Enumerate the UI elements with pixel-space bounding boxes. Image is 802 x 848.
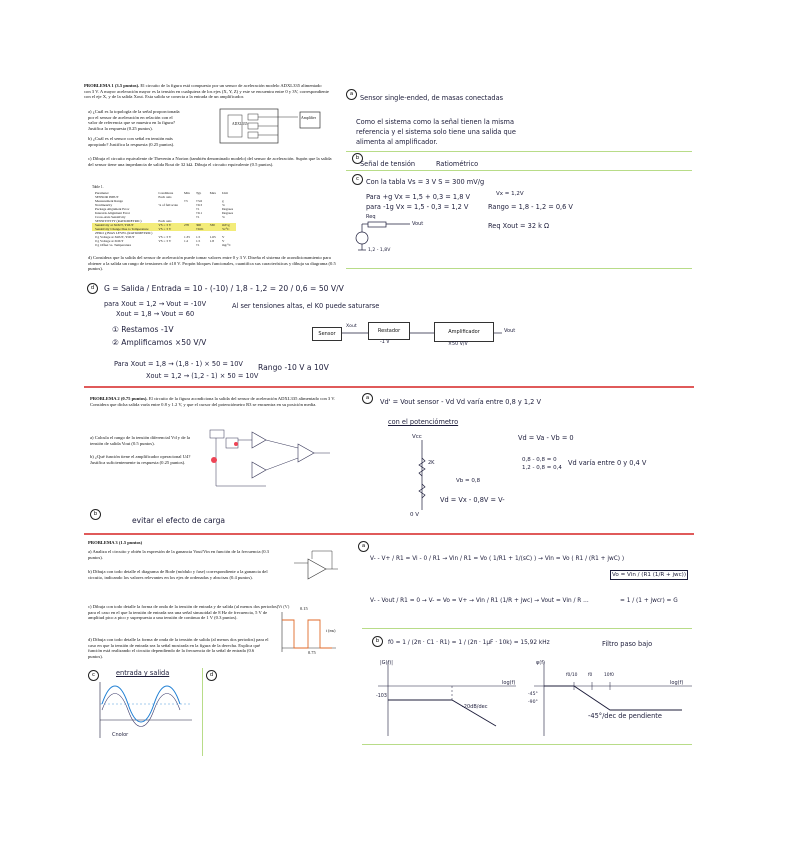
table-cell: ±1 <box>195 214 200 219</box>
table-cell: VS = 3 V <box>158 226 172 231</box>
table-cell: Degrees <box>221 210 234 215</box>
a1-c-range: 1,2 - 1,8V <box>368 248 391 253</box>
table-cell: ±1 <box>195 206 200 211</box>
p1-intro: El circuito de la figura está compuesto por un sensor de aceleración modelo ADXL335 alimentado con 3 V. A mayor aceleración mayor es la tensión en cualquiera de los ejes (X, Y, Z) y este se encuentra entre 0 y 3V, correspondiente con el eje X, y de la salida Xout. Esta salida se conecta a la entrada de un amplificador. <box>84 83 329 100</box>
a2-line1: Vd' = Vout sensor - Vd Vd varía entre 0,8 y 1,2 V <box>380 398 541 406</box>
a2-resistor-chain <box>420 440 424 510</box>
table-cell: ±1 <box>195 242 200 247</box>
a1-d-line4: Al ser tensiones altas, el K0 puede saturarse <box>232 302 380 310</box>
a2-line8: Vb = 0,8 <box>456 478 481 484</box>
a1-a-line1: Sensor single-ended, de masas conectadas <box>360 94 504 102</box>
block-amplificador: Amplificador <box>434 322 494 342</box>
section-divider <box>84 386 694 388</box>
table-cell: 1.5 <box>195 238 201 243</box>
section-divider <box>84 533 694 535</box>
a1-c-line5: Vx = 1,2V <box>496 191 524 197</box>
p3-question-a: a) Analiza el circuito y obtén la expresión de la ganancia Vout/Vin en función de la frecuencia (0.3 puntos). <box>88 549 269 560</box>
table-cell: Each axis <box>158 218 172 223</box>
p1-fig-sensor-label: ADXL335 <box>232 122 248 126</box>
a1-d-line7: Para Xout = 1,8 → (1,8 - 1) × 50 = 10V <box>114 360 243 368</box>
answer-d-marker: d <box>87 283 98 294</box>
answer3-d-marker: d <box>206 670 217 681</box>
a1-b-line1: Señal de tensión <box>360 160 416 168</box>
a3-b-phase-slope: -45°/dec de pendiente <box>588 712 662 720</box>
a2-line11: 2K <box>428 460 435 466</box>
block-vout-label: Vout <box>504 328 516 334</box>
p3-question-d: d) Dibuja con todo detalle la forma de onda de la tensión de salida (al menos dos periodos) para el caso en que la tensión de entrada sea la señal mostrada en la figura de la derecha. Explica qué función está realizando el circuito dependiendo de la frecuencia de la señal de entrada (0.6 puntos). <box>88 637 269 659</box>
a2-vcc: Vcc <box>412 434 422 440</box>
block-sensor: Sensor <box>312 327 342 341</box>
a3-b-phi: φ(f) <box>536 660 545 666</box>
table-cell: VS = 3 V <box>158 238 172 243</box>
divider <box>362 744 692 745</box>
a1-d-line3: Xout = 1,8 → Vout = 60 <box>116 310 195 318</box>
bode-magnitude-sketch <box>376 660 526 740</box>
block-diagram <box>296 318 532 358</box>
p3-c-title: entrada y salida <box>116 669 170 677</box>
answer-b-marker: b <box>352 153 363 164</box>
a3-a-line1: V- - V+ / R1 = Vi - 0 / R1 → Vin / R1 = Vo ( 1/R1 + 1/(sC) ) → Vin = Vo ( R1 / (R1 + jwC) ) <box>370 556 625 562</box>
table-cell: 1.65 <box>209 234 216 239</box>
a1-d-gain: G = Salida / Entrada = 10 - (-10) / 1,8 - 1,2 = 20 / 0,6 = 50 V/V <box>104 284 344 293</box>
a3-b-f0-10: f0/10 <box>566 673 578 678</box>
p3-opamp-figure <box>292 547 340 587</box>
table-cell: SENSITIVITY (RATIOMETRIC) <box>95 218 142 223</box>
a1-a-line3: referencia y el sistema solo tiene una salida que <box>356 128 516 136</box>
p3-fig-t: t (ms) <box>326 628 336 633</box>
table-cell <box>207 243 219 247</box>
p1-fig-amp-label: Amplifier <box>301 116 316 120</box>
a2-line2: con el potenciómetro <box>388 418 459 426</box>
p1-question-d: d) Considera que la salida del sensor de aceleración puede tomar valores entre 0 y 3 V. Diseña el sistema de acondicionamiento para obtener a la salida un rango de tensiones de ±10 V. Propón bloques funcionales, cuantifica sus características y dibuja su diagrama (0.5 puntos). <box>88 255 336 272</box>
answer-a-marker: a <box>346 89 357 100</box>
table-cell: 0 g Offset vs. Temperature <box>95 242 132 247</box>
a3-a-line2: Vo = Vin / (R1 (1/R + jwc)) <box>612 572 687 578</box>
table-cell: 0 g Voltage at XOUT, YOUT <box>95 234 135 239</box>
answer3-a-marker: a <box>358 541 369 552</box>
table-cell: 330 <box>209 222 215 227</box>
table-cell: Sensitivity at XOUT, YOUT <box>95 222 134 227</box>
table-cell: VS = 3 V <box>158 234 172 239</box>
answer-c-marker: c <box>352 174 363 185</box>
table-cell <box>155 243 181 247</box>
table-cell: ±0.3 <box>195 202 203 207</box>
table-cell: mV/g <box>221 222 230 227</box>
p2-title: PROBLEMA 2 (0.75 puntos). <box>90 396 148 401</box>
table-cell: g <box>221 198 224 203</box>
table-header: Conditions <box>158 190 174 195</box>
table-cell: Each axis <box>158 194 172 199</box>
block-restador: Restador <box>368 322 410 340</box>
a1-a-line2: Como el sistema como la señal tienen la misma <box>356 118 515 126</box>
divider <box>362 628 692 629</box>
bode-phase-sketch <box>528 660 702 740</box>
block-amplificador-sub: ×50 V/V <box>448 342 468 347</box>
p1-spec-table <box>92 185 332 247</box>
table-cell: ±3 <box>184 198 188 203</box>
a3-b-gf: |G(f)| <box>380 660 393 666</box>
a2-line5: 0,8 - 0,8 = 0 <box>522 457 557 463</box>
p2-question-a: a) Calcula el rango de la tensión diferencial Vd y de la tensión de salida Vout (0.5 puntos). <box>90 435 191 446</box>
table-cell: V <box>221 238 225 243</box>
divider <box>346 268 692 269</box>
p3-fig-vi: Vi (V) <box>278 604 290 609</box>
table-header: Typ <box>195 190 202 195</box>
a1-d-step2: ② Amplificamos ×50 V/V <box>112 338 207 347</box>
p1-title: PROBLEMA 1 (3.5 puntos). <box>84 83 140 88</box>
table-cell: Nonlinearity <box>95 202 113 207</box>
block-xout-label: Xout <box>346 324 357 329</box>
table-cell: Measurement Range <box>95 198 123 203</box>
table-cell: ZERO g BIAS LEVEL (RATIOMETRIC) <box>95 230 153 235</box>
divider <box>346 151 692 152</box>
a3-b-mag-low: -103 <box>376 694 387 699</box>
p2-intro-block <box>90 396 352 407</box>
p3-question-c: c) Dibuja con todo detalle la forma de onda de la tensión de entrada y de salida (al menos dos periodos) para el caso en el que la tensión de entrada sea una señal sinusoidal de 8 Hz de frecuencia, 5 V de amplitud pico a pico y superpuesta a una tensión de continua de 1 V (0.3 puntos). <box>88 604 279 621</box>
a3-b-line2: Filtro paso bajo <box>602 640 653 648</box>
answer3-b-marker: b <box>372 636 383 647</box>
a1-d-line9: Rango -10 V a 10V <box>258 363 329 372</box>
table-header: Parameter <box>95 190 109 195</box>
p1-question-a: a) ¿Cuál es la topología de la señal proporcionada por el sensor de aceleración en relación con el valor de referencia que se muestra en la figura? Justifica la respuesta (0.25 puntos). <box>88 109 180 131</box>
p3-fig-075: 0.75 <box>308 650 316 655</box>
a2-b-line1: evitar el efecto de carga <box>132 516 226 525</box>
table-cell: ±3.6 <box>195 198 203 203</box>
p3-fig-015: 0.15 <box>300 606 308 611</box>
table-cell: ±0.01 <box>195 226 204 231</box>
table-cell: Package Alignment Error <box>95 206 130 211</box>
table-header: Max <box>209 190 216 195</box>
a3-b-f0: f0 <box>588 673 593 678</box>
table-row <box>92 243 236 247</box>
table-cell: Cross-Axis Sensitivity <box>95 214 126 219</box>
a1-a-line4: alimenta al amplificador. <box>356 138 438 146</box>
a3-b-phase-45: -45° <box>528 692 538 697</box>
p2-circuit-figure <box>206 426 336 494</box>
block-restador-sub: -1 V <box>380 340 390 345</box>
p3-title: PROBLEMA 3 (1.5 puntos) <box>88 540 143 545</box>
table-row <box>92 223 236 227</box>
a2-line10: 0 V <box>410 512 420 518</box>
a1-c-req: Req <box>366 214 376 220</box>
a2-line4: Vd = Va - Vb = 0 <box>518 434 574 442</box>
a2-line9: Vd = Vx - 0,8V = V- <box>440 496 505 504</box>
a1-c-line3: para -1g Vx = 1,5 - 0,3 = 1,2 V <box>366 203 469 211</box>
a1-d-step1: ① Restamos -1V <box>112 325 174 334</box>
table-row <box>92 235 236 239</box>
a1-c-vout: Vout <box>412 221 424 227</box>
table-cell: 300 <box>195 222 202 227</box>
a3-b-line1: f0 = 1 / (2π · C1 · R1) = 1 / (2π · 1μF · 10k) = 15,92 kHz <box>388 640 550 646</box>
p1-sensor-figure <box>218 106 338 146</box>
a1-c-line4: Rango = 1,8 - 1,2 = 0,6 V <box>488 203 573 211</box>
table-cell: V <box>221 234 225 239</box>
table-cell: Interaxis Alignment Error <box>95 210 131 215</box>
vertical-divider <box>202 668 203 756</box>
divider <box>346 170 692 171</box>
table-cell: SENSOR INPUT <box>95 194 119 199</box>
spec-table <box>92 191 236 247</box>
a3-b-slope: -20dB/dec <box>462 704 488 710</box>
p2-question-b: b) ¿Qué función tiene el amplificador operacional U4? Justifica suficientemente tu respuesta (0.25 puntos). <box>90 454 191 465</box>
a1-d-line8: Xout = 1,2 → (1,2 - 1) × 50 = 10V <box>146 372 259 380</box>
p3-square-wave-figure <box>276 604 342 658</box>
table-cell <box>181 243 193 247</box>
table-cell: Degrees <box>221 206 234 211</box>
p3-question-b: b) Dibuja con todo detalle el diagrama de Bode (módulo y fase) correspondiente a la ganancia del circuito, indicando los valores relevantes en los ejes de ordenadas y abscisas (0.4 puntos). <box>88 569 268 580</box>
table-cell: %/°C <box>221 226 230 231</box>
table-cell: 1.2 <box>184 238 189 243</box>
table-cell: 270 <box>184 222 190 227</box>
table-cell: VS = 3 V <box>158 222 172 227</box>
a3-b-phase-90: -90° <box>528 700 538 705</box>
table-cell: 1.8 <box>209 238 214 243</box>
p3-c-label: Cnolor <box>112 732 129 738</box>
a2-line7: Vd varía entre 0 y 0,4 V <box>568 459 647 467</box>
p1-intro-block <box>84 83 329 100</box>
answer2-a-marker: a <box>362 393 373 404</box>
p1-table-caption: Table 1. <box>92 185 104 189</box>
a1-c-line1: Con la tabla Vs = 3 V S = 300 mV/g <box>366 178 485 186</box>
a1-c-line2: Para +g Vx = 1,5 + 0,3 = 1,8 V <box>366 193 471 201</box>
a3-b-logf: log(f) <box>502 680 516 686</box>
a3-a-line3: V- - Vout / R1 = 0 → V- = Vo = V+ → Vin / R1 (1/R + jwc) → Vout = Vin / R ... <box>370 598 589 604</box>
table-cell: 1.5 <box>195 234 201 239</box>
answer2-b-marker: b <box>90 509 101 520</box>
p1-question-b: b) ¿Cuál es el sensor con señal en tensión más apropiado? Justifica la respuesta (0.25 puntos). <box>88 136 175 147</box>
table-header: Unit <box>221 190 228 195</box>
a2-line6: 1,2 - 0,8 = 0,4 <box>522 465 562 471</box>
table-cell: Sensitivity Change Due to Temperature <box>95 226 149 231</box>
answer3-c-marker: c <box>88 670 99 681</box>
sine-sketch <box>96 680 196 742</box>
table-cell: ±0.1 <box>195 210 203 215</box>
a3-a-line4: = 1 / (1 + jwcr) = G <box>620 598 678 604</box>
a1-d-line2: para Xout = 1,2 → Vout = -10V <box>104 300 207 308</box>
p2-intro: El circuito de la figura acondiciona la salida del sensor de aceleración ADXL335 alimentado con 3 V. Considera que dicha salida varía entre 0.8 y 1.2 V, y que el cursor del potenciómetro R3 se encuentra en su posición media. <box>90 396 336 407</box>
table-cell: 1.35 <box>184 234 190 239</box>
a1-b-line2: Ratiométrico <box>436 160 479 168</box>
table-cell: % <box>221 214 225 219</box>
table-cell: mg/°C <box>221 242 231 247</box>
thevenin-sketch <box>354 212 434 260</box>
a3-b-10f0: 10f0 <box>604 673 614 678</box>
table-cell: % <box>221 202 225 207</box>
a3-b-phase-logf: log(f) <box>670 680 684 686</box>
table-cell: % of full scale <box>158 202 179 207</box>
table-cell: 0 g Voltage at ZOUT <box>95 238 124 243</box>
table-header: Min <box>184 190 190 195</box>
a1-c-line10: Req Xout = 32 k Ω <box>488 222 550 230</box>
p1-question-c: c) Dibuja el circuito equivalente de Thevenin a Norton (también denominado modelo) del sensor de aceleración. Supón que la salida del sensor tiene una impedancia de salida Rout de 32 kΩ. Dibuja el circuito equivalente (0.5 puntos). <box>88 156 332 167</box>
